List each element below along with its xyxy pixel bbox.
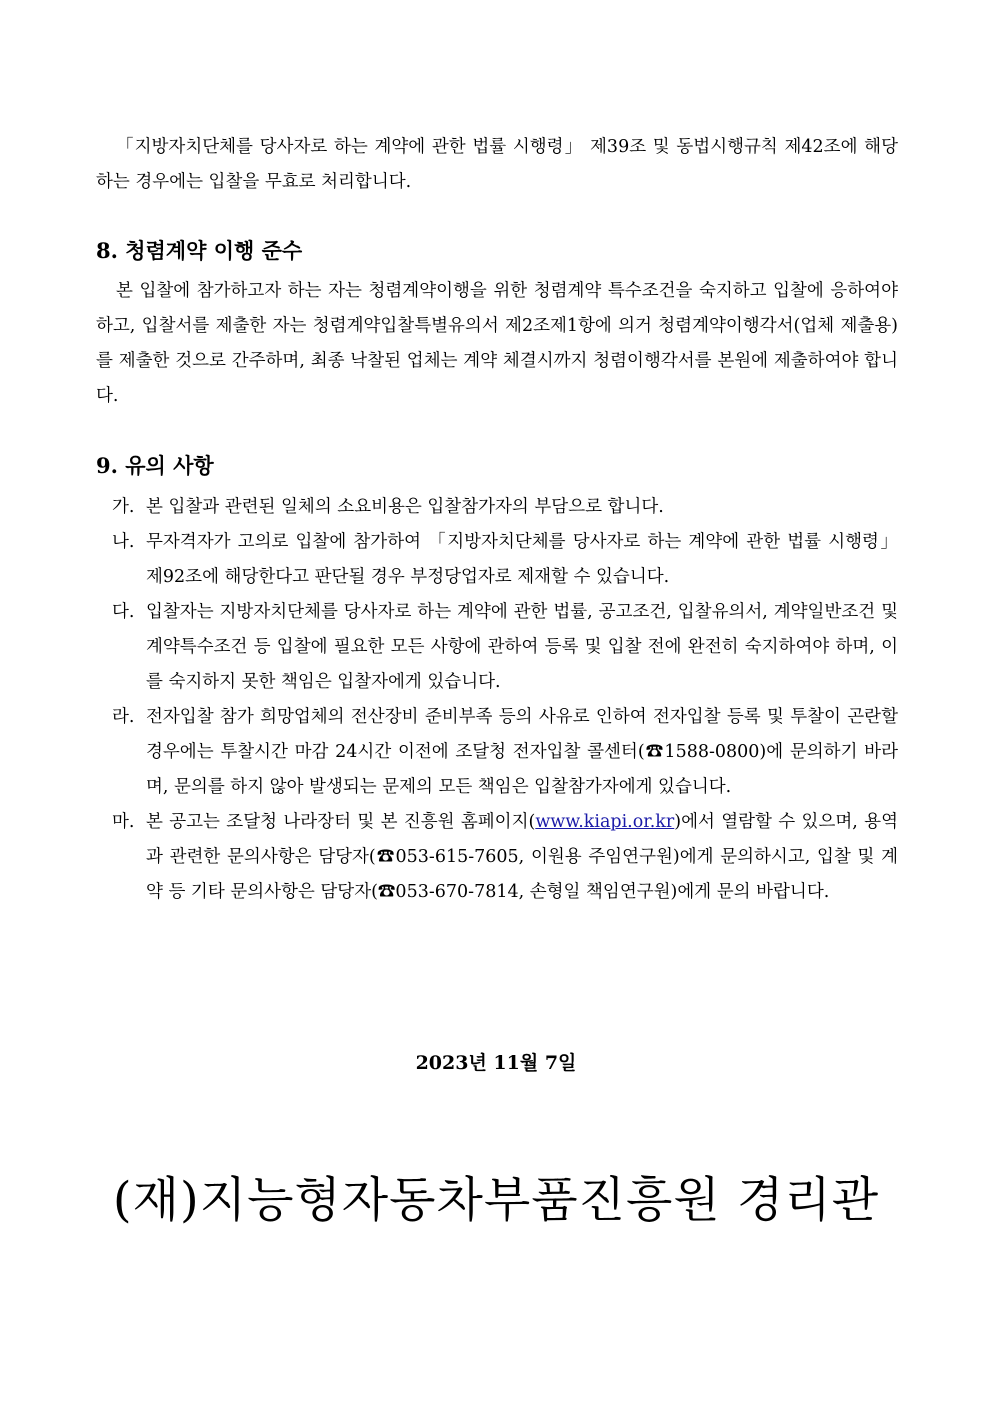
notice-text: 입찰자는 지방자치단체를 당사자로 하는 계약에 관한 법률, 공고조건, 입찰유의서, 계약일반조건 및 계약특수조건 등 입찰에 필요한 모든 사항에 관하여 등록 및 입찰 전에 완전히 숙지하여야 하며, 이를 숙지하지 못한 책임은 입찰자에게 있습니다. — [146, 602, 898, 692]
section-8-body: 본 입찰에 참가하고자 하는 자는 청렴계약이행을 위한 청렴계약 특수조건을 숙지하고 입찰에 응하여야 하고, 입찰서를 제출한 자는 청렴계약입찰특별유의서 제2조제1항에 의거 청렴계약이행각서(업체 제출용)를 제출한 것으로 간주하며, 최종 낙찰된 업체는 계약 체결시까지 청렴이행각서를 본원에 제출하여야 합니다. — [96, 281, 898, 406]
list-marker: 라. — [112, 707, 135, 727]
announcement-date: 2023년 11월 7일 — [415, 1052, 577, 1074]
notice-text: 본 입찰과 관련된 일체의 소요비용은 입찰참가자의 부담으로 합니다. — [146, 497, 664, 517]
list-marker: 가. — [112, 497, 135, 517]
notice-text: 전자입찰 참가 희망업체의 전산장비 준비부족 등의 사유로 인하여 전자입찰 등록 및 투찰이 곤란할 경우에는 투찰시간 마감 24시간 이전에 조달청 전자입찰 콜센터(☎1588-0800)에 문의하기 바라며, 문의를 하지 않아 발생되는 문제의 모든 책임은 입찰참가자에게 있습니다. — [146, 707, 898, 797]
notice-item-ga — [112, 490, 898, 525]
notice-item-da — [112, 595, 898, 700]
section-8-heading: 8. 청렴계약 이행 준수 — [96, 238, 303, 263]
notice-item-ra — [112, 700, 898, 805]
notice-text: 무자격자가 고의로 입찰에 참가하여 「지방자치단체를 당사자로 하는 계약에 관한 법률 시행령」 제92조에 해당한다고 판단될 경우 부정당업자로 제재할 수 있습니다. — [146, 532, 898, 587]
notice-item-na — [112, 525, 898, 595]
notice-item-ma — [112, 805, 898, 910]
intro-paragraph: 「지방자치단체를 당사자로 하는 계약에 관한 법률 시행령」 제39조 및 동법시행규칙 제42조에 해당하는 경우에는 입찰을 무효로 처리합니다. — [96, 137, 898, 192]
notice-list — [112, 490, 898, 910]
homepage-link[interactable]: www.kiapi.or.kr — [535, 812, 675, 832]
issuer-name: (재)지능형자동차부품진흥원 경리관 — [112, 1172, 880, 1228]
notice-text-after-link: )에서 열람할 수 있으며, 용역과 관련한 문의사항은 담당자(☎053-615-7605, 이원용 주임연구원)에게 문의하시고, 입찰 및 계약 등 기타 문의사항은 담당자(☎053-670-7814, 손형일 책임연구원)에게 문의 바랍니다. — [146, 812, 898, 902]
section-9-heading: 9. 유의 사항 — [96, 453, 214, 478]
list-marker: 다. — [112, 602, 135, 622]
notice-text-before-link: 본 공고는 조달청 나라장터 및 본 진흥원 홈페이지( — [146, 812, 536, 832]
list-marker: 마. — [112, 812, 135, 832]
list-marker: 나. — [112, 532, 135, 552]
